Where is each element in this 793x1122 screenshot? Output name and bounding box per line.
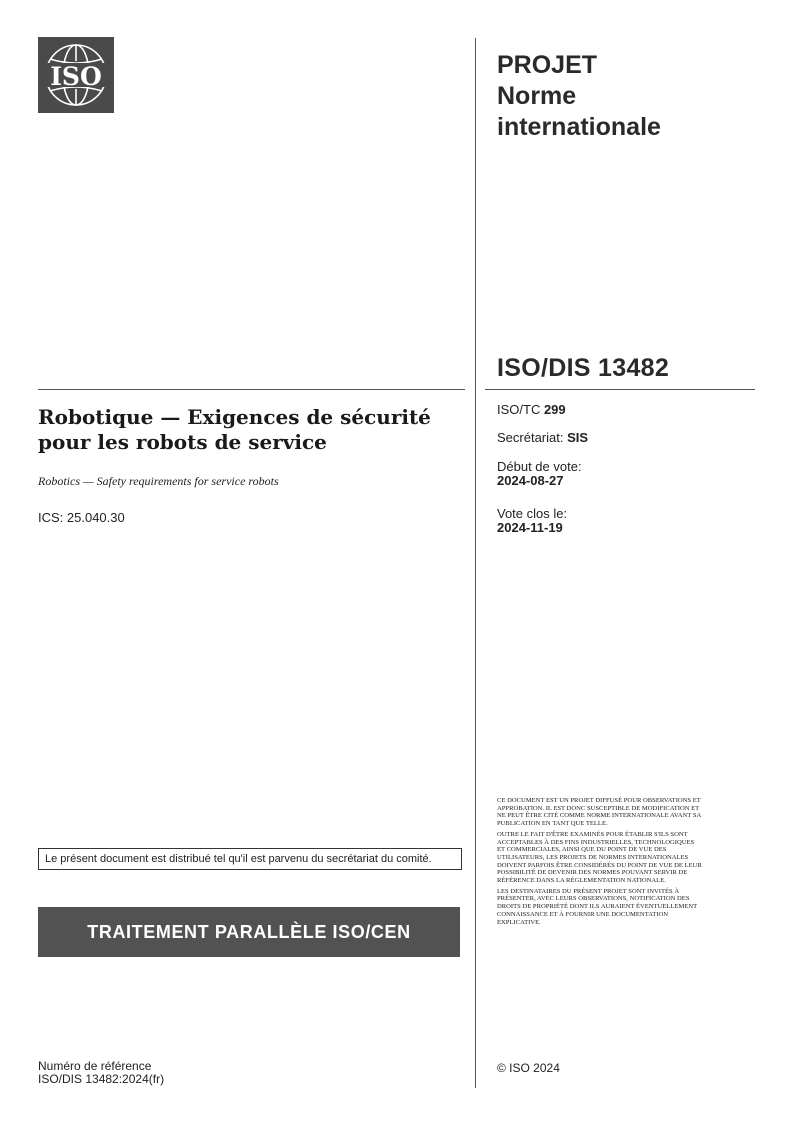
distribution-notice: Le présent document est distribué tel qu'il est parvenu du secrétariat du comité. xyxy=(38,848,462,870)
english-title: Robotics — Safety requirements for service robots xyxy=(38,474,279,488)
vote-start xyxy=(497,460,582,488)
reference-value: ISO/DIS 13482:2024(fr) xyxy=(38,1072,165,1086)
technical-committee xyxy=(497,403,566,417)
ics-code: ICS: 25.040.30 xyxy=(38,510,125,525)
vote-start-value: 2024-08-27 xyxy=(497,473,564,488)
document-status xyxy=(497,50,747,143)
logo-text: ISO xyxy=(50,62,102,91)
disclaimer-paragraph-2: OUTRE LE FAIT D'ÊTRE EXAMINÉS POUR ÉTABLIR S'ILS SONT ACCEPTABLES À DES FINS INDUSTRIELLES, TECHNOLOGIQUES ET COMMERCIALES, AINSI QUE DU POINT DE VUE DES UTILISATEURS, LES PROJETS DE NORMES INTERNATIONALES DOIVENT PARFOIS ÊTRE CONSIDÉRÉS DU POINT DE VUE DE LEUR POSSIBILITÉ DE DEVENIR DES NORMES POUVANT SERVIR DE RÉFÉRENCE DANS LA RÉGLEMENTATION NATIONALE. xyxy=(497,830,702,885)
draft-disclaimer xyxy=(497,797,702,929)
vote-start-label: Début de vote: xyxy=(497,459,582,474)
status-line-2: Norme xyxy=(497,82,577,110)
status-line-3: internationale xyxy=(497,113,661,141)
reference-label: Numéro de référence xyxy=(38,1059,152,1073)
horizontal-divider-left xyxy=(38,389,465,390)
document-id: ISO/DIS 13482 xyxy=(497,354,670,382)
title-line-2: pour les robots de service xyxy=(38,430,327,454)
parallel-processing-banner xyxy=(38,907,460,957)
disclaimer-paragraph-3: LES DESTINATAIRES DU PRÉSENT PROJET SONT INVITÉS À PRÉSENTER, AVEC LEURS OBSERVATIONS, NOTIFICATION DES DROITS DE PROPRIÉTÉ DONT ILS AURAIENT ÉVENTUELLEMENT CONNAISSANCE ET À FOURNIR UNE DOCUMENTATION EXPLICATIVE. xyxy=(497,887,698,926)
globe-icon xyxy=(38,37,114,113)
reference-number xyxy=(38,1060,164,1086)
copyright: © ISO 2024 xyxy=(497,1061,560,1075)
banner-text: TRAITEMENT PARALLÈLE ISO/CEN xyxy=(87,921,411,942)
tc-value: 299 xyxy=(543,402,566,417)
title-line-1: Robotique — Exigences de sécurité xyxy=(38,405,431,429)
tc-label: ISO/TC xyxy=(497,402,544,417)
horizontal-divider-right xyxy=(485,389,755,390)
secretariat xyxy=(497,431,588,445)
secretariat-value: SIS xyxy=(567,430,589,445)
disclaimer-paragraph-1: CE DOCUMENT EST UN PROJET DIFFUSÉ POUR OBSERVATIONS ET APPROBATION. IL EST DONC SUSCEPTIBLE DE MODIFICATION ET NE PEUT ÊTRE CITÉ COMME NORME INTERNATIONALE AVANT SA PUBLICATION EN TANT QUE TELLE. xyxy=(497,797,701,828)
document-title xyxy=(38,405,468,455)
status-line-1: PROJET xyxy=(497,51,598,79)
vote-end-value: 2024-11-19 xyxy=(497,520,563,535)
vote-end xyxy=(497,507,567,535)
secretariat-label: Secrétariat: xyxy=(497,430,568,445)
vertical-divider xyxy=(475,38,476,1088)
vote-end-label: Vote clos le: xyxy=(497,506,568,521)
iso-logo xyxy=(38,37,114,113)
